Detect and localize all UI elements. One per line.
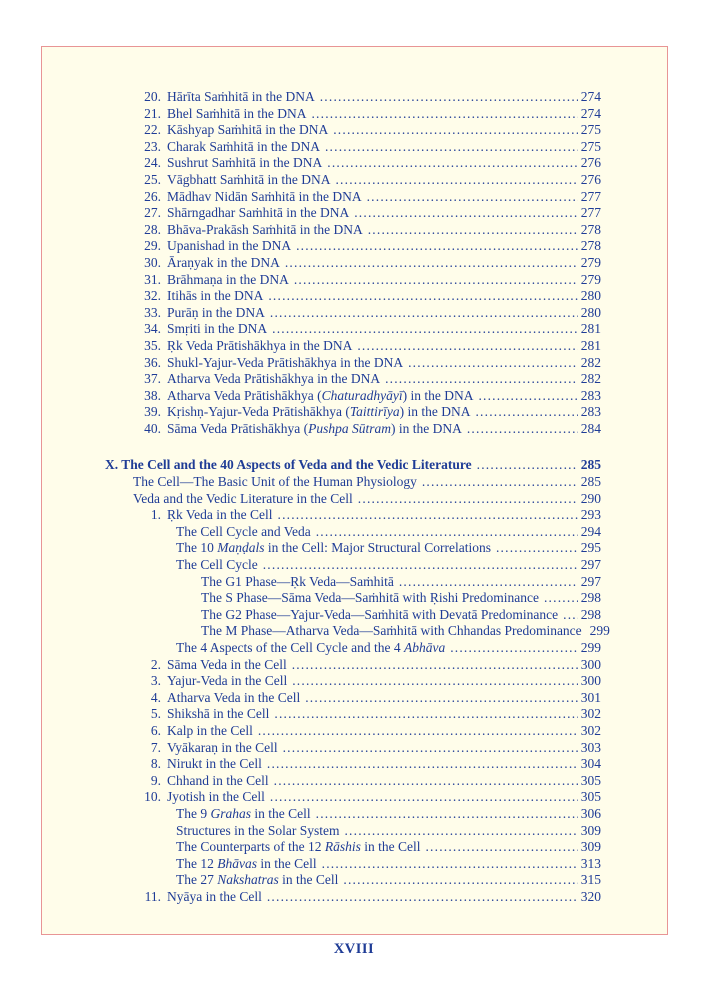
dot-leader [367, 189, 578, 206]
toc-entry-number: 40. [144, 420, 161, 436]
toc-entry-page: 283 [580, 404, 601, 420]
toc-entry-label: Vyākaraṇ in the Cell [167, 739, 278, 755]
toc-entry [105, 474, 601, 491]
toc-entry [105, 371, 601, 388]
toc-entry-label: The G2 Phase—Yajur-Veda—Saṁhitā with Devatā Predominance [201, 606, 559, 622]
dot-leader [272, 321, 578, 338]
toc-entry-label: Ṛk Veda in the Cell [167, 507, 273, 523]
toc-entry-page: 297 [580, 557, 601, 573]
dot-leader [322, 856, 578, 873]
toc-entry [105, 122, 601, 139]
dot-leader [268, 288, 577, 305]
toc-entry [105, 756, 601, 773]
toc-entry-page: 299 [589, 623, 610, 639]
toc-entry [105, 491, 601, 508]
toc-entry [105, 404, 601, 421]
toc-entry [105, 673, 601, 690]
toc-entry-label: Shukl-Yajur-Veda Prātishākhya in the DNA [167, 354, 404, 370]
toc-entry-page: 279 [580, 271, 601, 287]
dot-leader [320, 89, 578, 106]
toc-entry-page: 285 [580, 457, 601, 473]
toc-entry-label: Jyotish in the Cell [167, 789, 265, 805]
toc-entry-label: Sāma Veda in the Cell [167, 656, 287, 672]
dot-leader [283, 740, 578, 757]
toc-entry-number: 20. [144, 89, 161, 104]
toc-entry-number: 25. [144, 171, 161, 187]
toc-entry-label: Nirukt in the Cell [167, 756, 262, 772]
dot-leader [316, 524, 578, 541]
toc-entry-label: The Counterparts of the 12 Rāshis in the Cell [176, 839, 421, 855]
toc-entry-page: 297 [580, 573, 601, 589]
dot-leader [425, 839, 577, 856]
toc-entry-number: 31. [144, 271, 161, 287]
toc-entry-number: 23. [144, 138, 161, 154]
toc-entry-label: Chhand in the Cell [167, 772, 269, 788]
toc-entry [105, 106, 601, 123]
toc-entry-label: The 10 Maṇḍals in the Cell: Major Structural Correlations [176, 540, 491, 556]
toc-entry-label: The G1 Phase—Ṛk Veda—Saṁhitā [201, 573, 394, 589]
toc-entry-number: 29. [144, 238, 161, 254]
toc-entry-page: 300 [580, 656, 601, 672]
toc-entry-label: Purāṇ in the DNA [167, 304, 265, 320]
toc-entry-label: Kṛishṇ-Yajur-Veda Prātishākhya (Taittirīya) in the DNA [167, 404, 471, 420]
toc-entry-number: 30. [144, 254, 161, 270]
toc-entry-label: Kalp in the Cell [167, 722, 253, 738]
toc-entry-number: 37. [144, 371, 161, 387]
toc-entry [105, 607, 601, 624]
toc-entry-label: Shārngadhar Saṁhitā in the DNA [167, 205, 350, 221]
toc-entry-page: 281 [580, 337, 601, 353]
dot-leader [270, 305, 578, 322]
dot-leader [335, 172, 577, 189]
toc-entry-number: 3. [150, 673, 161, 689]
page-frame [41, 46, 668, 935]
toc-entry-label: Atharva Veda Prātishākhya (Chaturadhyāyī) in the DNA [167, 387, 474, 403]
toc-entry-label: Smṛiti in the DNA [167, 321, 268, 337]
toc-entry-page: 315 [580, 872, 601, 888]
toc-entry-label: Sushrut Saṁhitā in the DNA [167, 155, 323, 171]
toc-entry-number: 26. [144, 188, 161, 204]
toc-entry-label: Āraṇyak in the DNA [167, 254, 280, 270]
dot-leader [544, 590, 578, 607]
toc-entry-label: The Cell—The Basic Unit of the Human Physiology [133, 474, 417, 490]
toc-entry-page: 282 [580, 354, 601, 370]
dot-leader [385, 371, 578, 388]
dot-leader [496, 540, 578, 557]
toc-entry-number: 36. [144, 354, 161, 370]
toc-entry-label: Sāma Veda Prātishākhya (Pushpa Sūtram) in the DNA [167, 420, 462, 436]
toc-entry [105, 773, 601, 790]
toc-entry-page: 281 [580, 321, 601, 337]
dot-leader [333, 122, 578, 139]
toc-entry [105, 690, 601, 707]
toc-entry-label: Upanishad in the DNA [167, 238, 292, 254]
dot-leader [270, 789, 578, 806]
dot-leader [267, 889, 578, 906]
toc-entry-label: Nyāya in the Cell [167, 888, 262, 904]
toc-entry-label: The 12 Bhāvas in the Cell [176, 855, 317, 871]
toc-entry-label: Veda and the Vedic Literature in the Cell [133, 490, 353, 506]
toc-entry-page: 295 [580, 540, 601, 556]
toc-entry [105, 740, 601, 757]
toc-entry-number: 8. [150, 756, 161, 772]
dot-leader [274, 773, 578, 790]
dot-leader [296, 238, 578, 255]
toc-entry-label: Atharva Veda Prātishākhya in the DNA [167, 371, 381, 387]
toc-entry-number: 7. [150, 739, 161, 755]
toc-entry [105, 507, 601, 524]
dot-leader [316, 806, 578, 823]
toc-entry-label: Itihās in the DNA [167, 288, 264, 304]
toc-entry [105, 155, 601, 172]
dot-leader [358, 491, 578, 508]
toc-entry-page: 300 [580, 673, 601, 689]
toc-entry-number: 21. [144, 105, 161, 121]
dot-leader [368, 222, 578, 239]
toc-entry-page: 284 [580, 420, 601, 436]
toc-entry-number: 11. [144, 888, 161, 904]
dot-leader [478, 388, 577, 405]
dot-leader [477, 457, 578, 474]
dot-leader [467, 421, 578, 438]
toc-entry-page: 276 [580, 171, 601, 187]
dot-leader [274, 706, 577, 723]
toc-entry-number: 33. [144, 304, 161, 320]
toc-entry [105, 421, 601, 438]
toc-entry [105, 172, 601, 189]
toc-entry-page: 304 [580, 756, 601, 772]
toc-entry-label: Atharva Veda in the Cell [167, 689, 301, 705]
toc-entry [105, 657, 601, 674]
toc-entry-label: Ṛk Veda Prātishākhya in the DNA [167, 337, 353, 353]
toc-entry-label: Vāgbhatt Saṁhitā in the DNA [167, 171, 331, 187]
toc-list [105, 89, 610, 906]
toc-entry-label: The Cell Cycle [176, 557, 258, 573]
toc-entry-label: The S Phase—Sāma Veda—Saṁhitā with Ṛishi Predominance [201, 590, 539, 606]
toc-entry [105, 590, 601, 607]
toc-entry [105, 574, 601, 591]
dot-leader [563, 607, 578, 624]
toc-entry-number: 35. [144, 337, 161, 353]
toc-entry-number: 22. [144, 122, 161, 138]
toc-entry [105, 557, 601, 574]
toc-entry-number: 1. [150, 507, 161, 523]
toc-entry [105, 823, 601, 840]
toc-entry-number: 4. [150, 689, 161, 705]
toc-entry-page: 305 [580, 772, 601, 788]
toc-entry-page: 277 [580, 205, 601, 221]
toc-entry [105, 205, 601, 222]
toc-entry-page: 302 [580, 706, 601, 722]
toc-entry-page: 280 [580, 304, 601, 320]
toc-entry-page: 282 [580, 371, 601, 387]
dot-leader [450, 640, 578, 657]
toc-entry-page: 278 [580, 238, 601, 254]
dot-leader [267, 756, 578, 773]
toc-entry [105, 338, 601, 355]
toc-entry-number: 10. [144, 789, 161, 805]
toc-entry-page: 306 [580, 805, 601, 821]
toc-entry-label: X. The Cell and the 40 Aspects of Veda and the Vedic Literature [105, 457, 472, 473]
toc-entry [105, 305, 601, 322]
toc-entry-label: Bhāva-Prakāsh Saṁhitā in the DNA [167, 221, 363, 237]
toc-entry-number: 34. [144, 321, 161, 337]
dot-leader [408, 355, 578, 372]
toc-entry-number: 39. [144, 404, 161, 420]
dot-leader [285, 255, 578, 272]
toc-entry-label: The 27 Nakshatras in the Cell [176, 872, 339, 888]
toc-entry-page: 278 [580, 221, 601, 237]
toc-entry [105, 272, 601, 289]
toc-entry [105, 839, 601, 856]
toc-entry-label: The Cell Cycle and Veda [176, 523, 311, 539]
toc-entry-page: 293 [580, 507, 601, 523]
toc-entry-label: Bhel Saṁhitā in the DNA [167, 105, 307, 121]
toc-entry-number: 9. [150, 772, 161, 788]
dot-leader [292, 673, 578, 690]
toc-entry-label: Brāhmaṇa in the DNA [167, 271, 289, 287]
section-gap [105, 437, 601, 457]
dot-leader [292, 657, 578, 674]
toc-entry [105, 388, 601, 405]
toc-entry-number: 28. [144, 221, 161, 237]
dot-leader [311, 106, 577, 123]
toc-entry-label: The 9 Grahas in the Cell [176, 805, 311, 821]
toc-entry-label: Structures in the Solar System [176, 822, 340, 838]
toc-entry-page: 313 [580, 855, 601, 871]
toc-entry-page: 285 [580, 474, 601, 490]
toc-entry [105, 723, 601, 740]
toc-entry-page: 283 [580, 387, 601, 403]
dot-leader [258, 723, 578, 740]
toc-entry-page: 305 [580, 789, 601, 805]
toc-entry [105, 623, 610, 640]
toc-entry-number: 2. [150, 656, 161, 672]
toc-entry-label: The 4 Aspects of the Cell Cycle and the 4 Abhāva [176, 640, 446, 655]
toc-entry [105, 189, 601, 206]
dot-leader [305, 690, 578, 707]
toc-entry [105, 524, 601, 541]
toc-entry-number: 6. [150, 722, 161, 738]
toc-entry [105, 222, 601, 239]
dot-leader [325, 139, 578, 156]
dot-leader [343, 872, 577, 889]
toc-entry [105, 540, 601, 557]
toc-entry-page: 276 [580, 155, 601, 171]
toc-entry [105, 640, 601, 657]
dot-leader [327, 155, 578, 172]
toc-entry-page: 309 [580, 839, 601, 855]
dot-leader [263, 557, 578, 574]
toc-entry-page: 275 [580, 122, 601, 138]
toc-entry-page: 280 [580, 288, 601, 304]
toc-entry-label: Yajur-Veda in the Cell [167, 673, 288, 689]
toc-entry-label: Mādhav Nidān Saṁhitā in the DNA [167, 188, 362, 204]
toc-entry-label: Hārīta Saṁhitā in the DNA [167, 89, 315, 104]
toc-entry [105, 238, 601, 255]
dot-leader [354, 205, 578, 222]
toc-entry-page: 299 [580, 640, 601, 655]
toc-entry-page: 274 [580, 105, 601, 121]
toc-entry [105, 89, 601, 106]
toc-entry-number: 38. [144, 387, 161, 403]
toc-entry-page: 309 [580, 822, 601, 838]
toc-entry [105, 889, 601, 906]
toc-entry [105, 321, 601, 338]
toc-entry [105, 706, 601, 723]
dot-leader [422, 474, 578, 491]
toc-entry-label: The M Phase—Atharva Veda—Saṁhitā with Chhandas Predominance [201, 623, 582, 639]
toc-entry-page: 275 [580, 138, 601, 154]
toc-entry [105, 255, 601, 272]
toc-entry-page: 320 [580, 888, 601, 904]
toc-entry [105, 806, 601, 823]
toc-entry-page: 274 [580, 89, 601, 104]
toc-entry-page: 290 [580, 490, 601, 506]
toc-entry-number: 24. [144, 155, 161, 171]
toc-entry-page: 298 [580, 606, 601, 622]
toc-entry-label: Kāshyap Saṁhitā in the DNA [167, 122, 329, 138]
toc-entry-page: 277 [580, 188, 601, 204]
dot-leader [475, 404, 577, 421]
toc-entry [105, 288, 601, 305]
toc-entry [105, 856, 601, 873]
toc-entry-page: 303 [580, 739, 601, 755]
toc-entry-label: Charak Saṁhitā in the DNA [167, 138, 320, 154]
dot-leader [294, 272, 578, 289]
toc-entry-page: 279 [580, 254, 601, 270]
dot-leader [278, 507, 578, 524]
toc-entry-number: 5. [150, 706, 161, 722]
toc-entry-number: 27. [144, 205, 161, 221]
toc-entry-page: 302 [580, 722, 601, 738]
toc-entry-page: 298 [580, 590, 601, 606]
dot-leader [399, 574, 578, 591]
toc-entry [105, 139, 601, 156]
toc-entry-page: 301 [580, 689, 601, 705]
dot-leader [344, 823, 577, 840]
toc-entry [105, 355, 601, 372]
toc-section-heading [105, 457, 601, 474]
toc-entry-label: Shikshā in the Cell [167, 706, 270, 722]
page-number-footer: XVIII [333, 941, 375, 957]
dot-leader [357, 338, 577, 355]
toc-entry-number: 32. [144, 288, 161, 304]
toc-entry-page: 294 [580, 523, 601, 539]
toc-entry [105, 872, 601, 889]
toc-entry [105, 789, 601, 806]
